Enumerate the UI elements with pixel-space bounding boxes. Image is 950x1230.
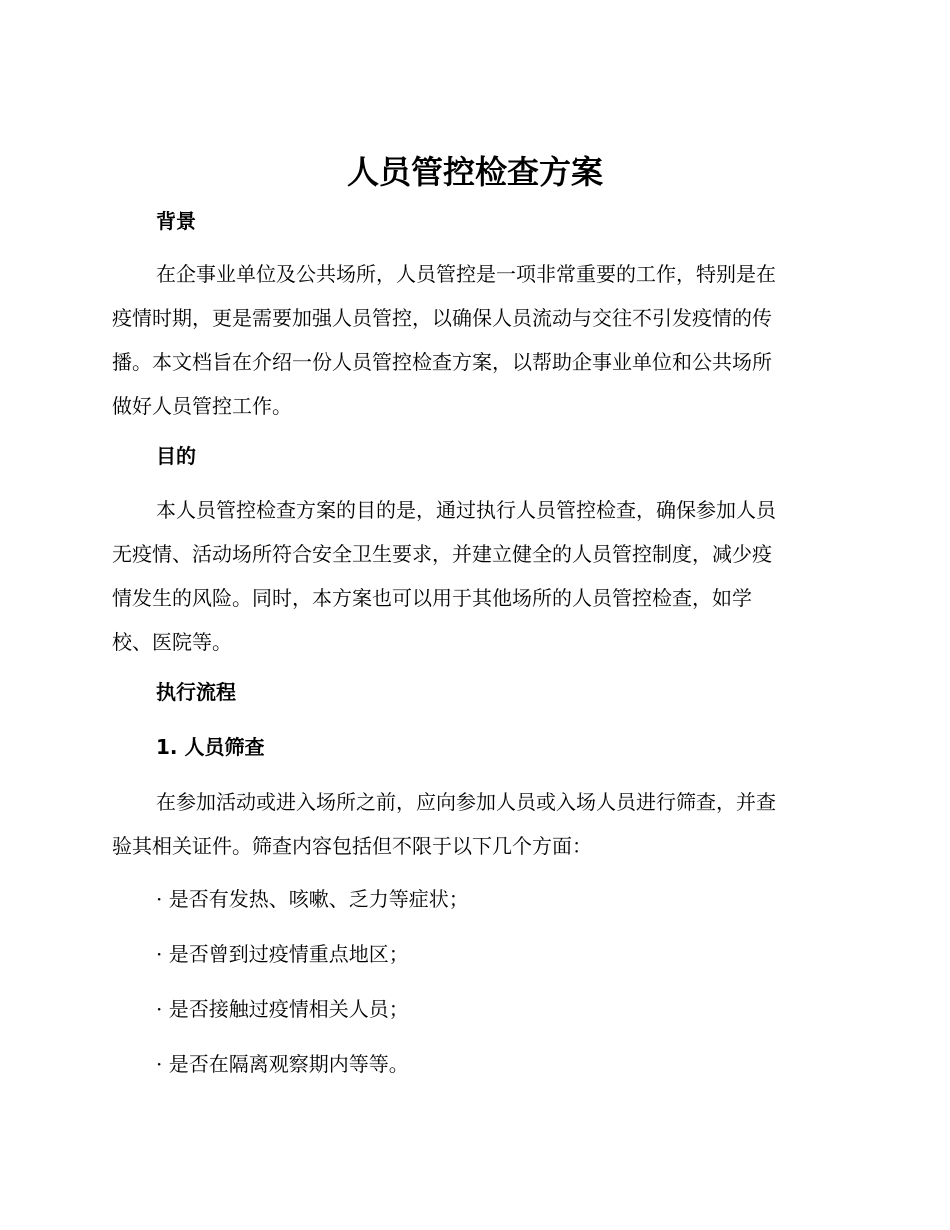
section-heading-background: 背景 (156, 209, 196, 233)
paragraph-line: 无疫情、活动场所符合安全卫生要求，并建立健全的人员管控制度，减少疫 (112, 542, 772, 566)
paragraph-line: 播。本文档旨在介绍一份人员管控检查方案，以帮助企事业单位和公共场所 (112, 350, 772, 374)
purpose-paragraph (112, 488, 832, 664)
subheading-screening: 1. 人员筛查 (156, 735, 265, 759)
paragraph-line: 校、医院等。 (112, 630, 232, 654)
bullet-item: · 是否接触过疫情相关人员； (156, 997, 409, 1021)
bullet-item: · 是否在隔离观察期内等等。 (156, 1052, 409, 1076)
paragraph-line: 情发生的风险。同时，本方案也可以用于其他场所的人员管控检查，如学 (112, 586, 752, 610)
bullet-item: · 是否有发热、咳嗽、乏力等症状； (156, 887, 469, 911)
section-heading-purpose: 目的 (156, 444, 196, 468)
paragraph-line: 疫情时期，更是需要加强人员管控，以确保人员流动与交往不引发疫情的传 (112, 306, 772, 330)
paragraph-line: 本人员管控检查方案的目的是，通过执行人员管控检查，确保参加人员 (156, 498, 776, 522)
document-title: 人员管控检查方案 (346, 153, 603, 191)
paragraph-line: 做好人员管控工作。 (112, 394, 292, 418)
bullet-item: · 是否曾到过疫情重点地区； (156, 942, 409, 966)
paragraph-line: 在参加活动或进入场所之前，应向参加人员或入场人员进行筛查，并查 (156, 790, 776, 814)
paragraph-line: 在企事业单位及公共场所，人员管控是一项非常重要的工作，特别是在 (156, 262, 776, 286)
background-paragraph (112, 252, 832, 428)
screening-paragraph (112, 780, 832, 868)
paragraph-line: 验其相关证件。筛查内容包括但不限于以下几个方面： (112, 834, 592, 858)
section-heading-process: 执行流程 (156, 680, 236, 704)
